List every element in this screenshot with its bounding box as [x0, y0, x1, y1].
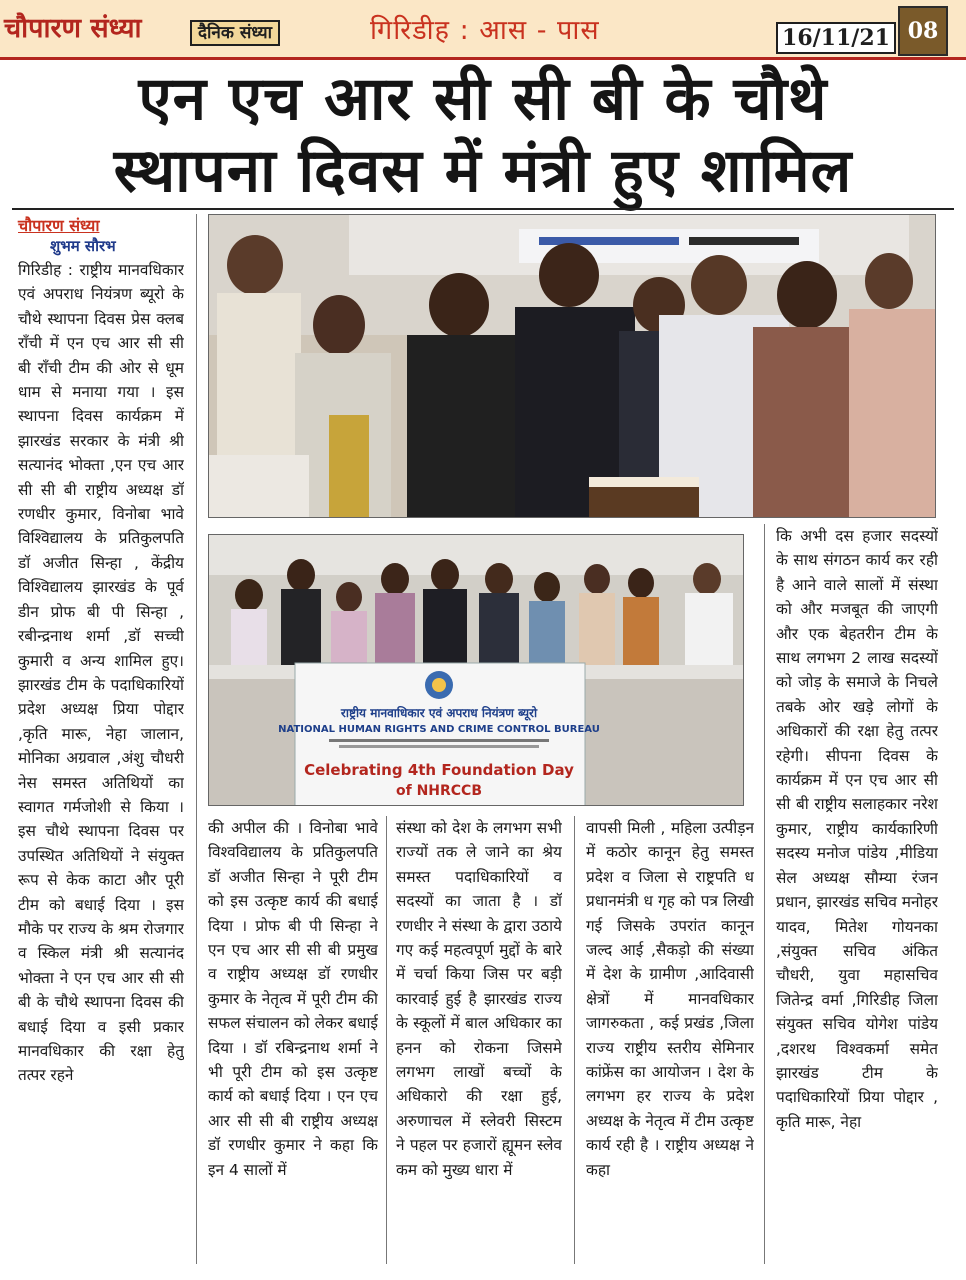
masthead [0, 0, 966, 60]
edition-label: दैनिक संध्या [190, 20, 280, 46]
banner-org: of NHRCCB [395, 783, 483, 799]
column-divider [574, 816, 575, 1264]
event-photo-group-banner [208, 534, 744, 806]
banner-english-title: NATIONAL HUMAN RIGHTS AND CRIME CONTROL BUREAU [278, 724, 600, 735]
event-photo-cake-cutting [208, 214, 936, 518]
newspaper-name: चौपारण संध्या [4, 13, 142, 44]
article-column-5: कि अभी दस हजार सदस्यों के साथ संगठन कार्य कर रही है आने वाले सालों में संस्था को और मजबूत की जाएगी और एक बेहतरीन टीम के साथ लगभग 2 लाख सदस्यों को जोड़ के समाजे के निचले तबके ओर खड़े लोगों के अधिकारों की रक्षा हेतु तत्पर रहेगी। सीपना दिवस के कार्यक्रम में एन एच आर सी सी बी राष्ट्रीय सलाहकार नरेश कुमार, राष्ट्रीय कार्यकारिणी सदस्य मनोज पांडेय ,मीडिया सेल अध्यक्ष सौम्या रंजन प्रधान, झारखंड सचिव मनोहर यादव, मितेश गोयनका ,संयुक्त सचिव अंकित चौधरी, युवा महासचिव जितेन्द्र वर्मा ,गिरिडीह जिला संयुक्त सचिव योगेश पांडेय ,दशरथ विश्वकर्मा समेत झारखंड टीम के पदाधिकारियों प्रिया पोद्दार , कृति मारू, नेहा [776, 527, 938, 1131]
page-number: 08 [898, 6, 948, 56]
article-column-2: की अपील की । विनोबा भावे विश्वविद्यालय के प्रतिकुलपति डॉ अजीत सिन्हा ने पूरी टीम को इस उत्कृष्ट कार्य की बधाई दिया । प्रोफ बी पी सिन्हा ने एन एच आर सी सी बी प्रमुख व राष्ट्रीय अध्यक्ष डॉ रणधीर कुमार के नेतृत्व में पूरी टीम की सफल संचालन को लेकर बधाई दिया । डॉ रबिन्द्रनाथ शर्मा ने भी पूरी टीम को इस उत्कृष्ट कार्य को बधाई दिया । एन एच आर सी सी बी राष्ट्रीय अध्यक्ष डॉ रणधीर कुमार ने कहा कि इन 4 सालों में [208, 819, 378, 1179]
column-divider [386, 816, 387, 1264]
section-title: गिरिडीह : आस - पास [370, 15, 600, 46]
article-column-1: गिरिडीह : राष्ट्रीय मानवधिकार एवं अपराध नियंत्रण ब्यूरो के चौथे स्थापना दिवस प्रेस क्लब राँची में एन एच आर सी सी बी राँची टीम की ओर से धूम धाम से मनाया गया । इस स्थापना दिवस कार्यक्रम में झारखंड सरकार के मंत्री श्री सत्यानंद भोक्ता ,एन एच आर सी सी बी राष्ट्रीय अध्यक्ष डॉ रणधीर कुमार, विनोबा भावे विश्विद्यालय के प्रतिकुलपति डॉ अजीत सिन्हा , केंद्रीय विश्विद्यालय झारखंड के पूर्व डीन प्रोफ बी पी सिन्हा , रबीन्द्रनाथ शर्मा ,डॉ सच्ची कुमारी व अन्य शामिल हुए। झारखंड टीम के पदाधिकारियों प्रदेश अध्यक्ष प्रिया पोद्दार ,कृति मारू, नेहा जालान, मोनिका अग्रवाल ,अंशु चौधरी नेस समस्त अतिथियों का स्वागत गर्मजोशी से किया । इस चौथे स्थापना दिवस पर उपस्थित अतिथियों ने संयुक्त रूप से केक काटा और पूरी टीम को बधाई दिया । इस मौके पर राज्य के श्रम रोजगार व स्किल मंत्री श्री सत्यानंद भोक्ता ने एन एच आर सी सी बी के चौथे स्थापना दिवस की बधाई दिया व इसी प्रकार मानवधिकार की रक्षा हेतु तत्पर रहने [18, 261, 184, 1085]
issue-date: 16/11/21 [776, 22, 896, 54]
headline-rule [12, 208, 954, 210]
column-divider [196, 214, 197, 1264]
headline-line-2: स्थापना दिवस में मंत्री हुए शामिल [113, 136, 853, 206]
article-column-4: वापसी मिली , महिला उत्पीड़न में कठोर कानून हेतु समस्त प्रदेश व जिला से राष्ट्रपति ध प्रधानमंत्री ध गृह को पत्र लिखी गई जिसके उपरांत कानून जल्द आई ,सैकड़ो की संख्या में देश के ग्रामीण ,आदिवासी क्षेत्रों में मानवधिकार जागरुकता , कई प्रखंड ,जिला राज्य राष्ट्रीय स्तरीय सेमिनार कांफ्रेंस का आयोजन । देश के लगभग हर राज्य के प्रदेश अध्यक्ष के नेतृत्व में टीम उत्कृष्ट कार्य रही है । राष्ट्रीय अध्यक्ष ने कहा [586, 819, 754, 1179]
banner-celebrating: Celebrating 4th Foundation Day [304, 761, 574, 779]
banner-hindi-title: राष्ट्रीय मानवाधिकार एवं अपराध नियंत्रण ब्यूरो [340, 706, 538, 720]
article-column-3: संस्था को देश के लगभग सभी राज्यों तक ले जाने का श्रेय समस्त पदाधिकारियों व सदस्यों का जाता है । डॉ रणधीर ने संस्था के द्वारा उठाये गए कई महत्वपूर्ण मुद्दों के बारे में चर्चा किया जिस पर बड़ी कारवाई हुई है झारखंड राज्य के स्कूलों में बाल अधिकार का हनन को रोकना जिसमे लगभग लाखों बच्चों के अधिकारो की रक्षा हुई, अरुणाचल में स्लेवरी सिस्टम ने पहल पर हजारों ह्यूमन स्लेव कम को मुख्य धारा में [396, 819, 562, 1179]
dateline: चौपारण संध्या [18, 216, 100, 235]
headline-line-1: एन एच आर सी सी बी के चौथे [138, 64, 828, 134]
author-byline: शुभम सौरभ [50, 237, 116, 255]
column-divider [764, 524, 765, 1264]
